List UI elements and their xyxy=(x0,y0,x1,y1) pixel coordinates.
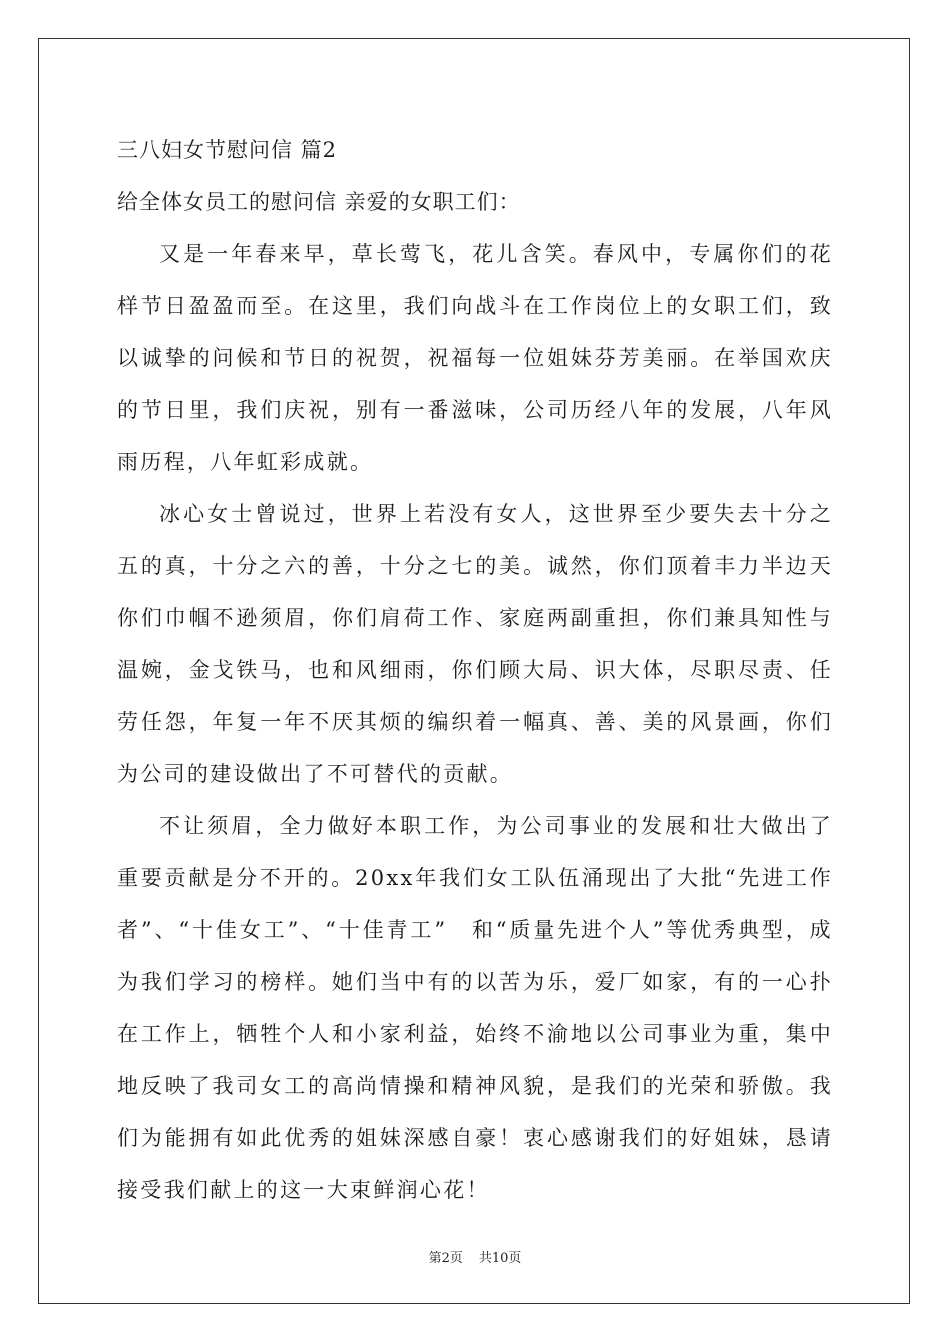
paragraph-3: 不让须眉，全力做好本职工作，为公司事业的发展和壮大做出了重要贡献是分不开的。20xx年我们女工队伍涌现出了大批“先进工作者”、“十佳女工”、“十佳青工” 和“质量先进个人”等优秀典型，成为我们学习的榜样。她们当中有的以苦为乐，爱厂如家，有的一心扑在工作上，牺牲个人和小家利益，始终不渝地以公司事业为重，集中地反映了我司女工的高尚情操和精神风貌，是我们的光荣和骄傲。我们为能拥有如此优秀的姐妹深感自豪！衷心感谢我们的好姐妹，恳请接受我们献上的这一大束鲜润心花！ xyxy=(117,814,833,1202)
salutation: 给全体女员工的慰问信 亲爱的女职工们： xyxy=(117,190,521,214)
paragraph-2: 冰心女士曾说过，世界上若没有女人，这世界至少要失去十分之五的真，十分之六的善，十分之七的美。诚然，你们顶着丰力半边天你们巾帼不逊须眉，你们肩荷工作、家庭两副重担，你们兼具知性与温婉，金戈铁马，也和风细雨，你们顾大局、识大体，尽职尽责、任劳任怨，年复一年不厌其烦的编织着一幅真、善、美的风景画，你们为公司的建设做出了不可替代的贡献。 xyxy=(117,502,833,786)
document-title: 三八妇女节慰问信 篇2 xyxy=(117,138,338,162)
page-total: 共10页 xyxy=(478,1251,522,1266)
document-body xyxy=(117,124,833,1216)
page-footer xyxy=(0,1247,950,1266)
paragraph-1: 又是一年春来早，草长莺飞，花儿含笑。春风中，专属你们的花样节日盈盈而至。在这里，我们向战斗在工作岗位上的女职工们，致以诚挚的问候和节日的祝贺，祝福每一位姐妹芬芳美丽。在举国欢庆的节日里，我们庆祝，别有一番滋味，公司历经八年的发展，八年风雨历程，八年虹彩成就。 xyxy=(117,242,833,474)
page-number: 第2页 xyxy=(428,1251,463,1266)
